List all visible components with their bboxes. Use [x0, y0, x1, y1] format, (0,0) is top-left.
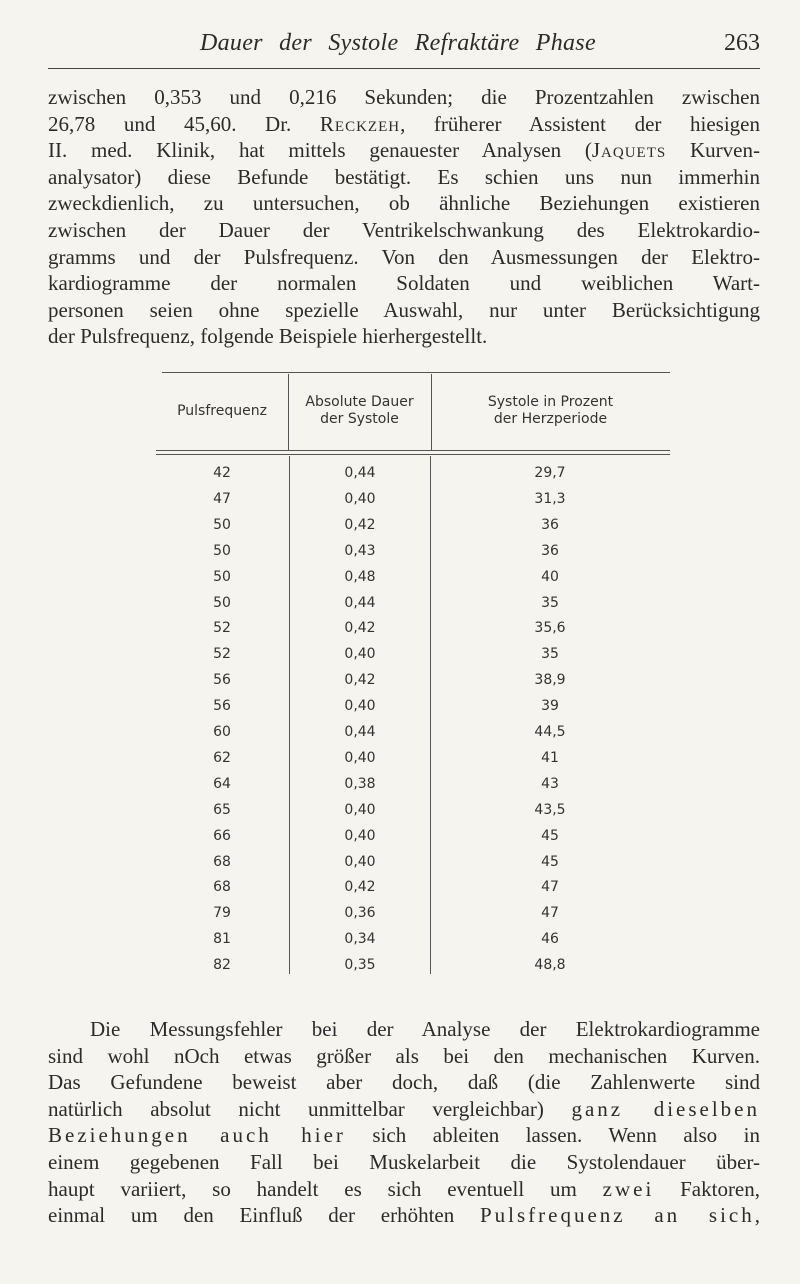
text-line: analysator) diese Befunde bestätigt. Es schien uns nun immerhin — [48, 164, 760, 189]
paragraph-conclusion — [48, 1016, 760, 1229]
emphasis-text: ganz dieselben — [571, 1096, 760, 1121]
cell-absolute-dauer: 0,43 — [344, 542, 376, 559]
cell-systole-prozent: 29,7 — [534, 465, 566, 481]
text-line: sind wohl nOch etwas größer als bei den mechanischen Kurven. — [48, 1043, 760, 1068]
text-line: natürlich absolut nicht unmittelbar vergleichbar) ganz dieselben — [48, 1096, 760, 1121]
author-name: Reckzeh — [319, 111, 401, 136]
cell-absolute-dauer: 0,40 — [344, 853, 376, 870]
cell-pulsfrequenz: 50 — [213, 594, 231, 611]
text-line: Beziehungen auch hier sich ableiten lassen. Wenn also in — [48, 1123, 761, 1148]
table-row — [156, 512, 670, 538]
page-number: 263 — [724, 30, 760, 56]
cell-absolute-dauer: 0,42 — [344, 672, 376, 689]
cell-pulsfrequenz: 64 — [213, 775, 231, 792]
header-rule — [156, 450, 670, 451]
cell-pulsfrequenz: 42 — [213, 465, 231, 481]
text-line: II. med. Klinik, hat mittels genauester Analysen (Jaquets Kurven- — [48, 138, 760, 163]
cell-pulsfrequenz: 56 — [213, 672, 231, 689]
cell-absolute-dauer: 0,48 — [344, 568, 376, 585]
cell-absolute-dauer: 0,44 — [344, 724, 376, 740]
cell-absolute-dauer: 0,40 — [344, 490, 376, 507]
cell-absolute-dauer: 0,40 — [344, 827, 376, 844]
table-row — [156, 797, 670, 823]
text-line: zwischen 0,353 und 0,216 Sekunden; die Prozentzahlen zwischen — [48, 85, 760, 109]
table-row — [156, 874, 670, 900]
column-divider — [288, 374, 289, 450]
cell-pulsfrequenz: 62 — [213, 749, 231, 766]
table-row — [156, 667, 670, 693]
cell-systole-prozent: 43,5 — [534, 801, 566, 818]
cell-systole-prozent: 36 — [541, 542, 559, 559]
cell-pulsfrequenz: 50 — [213, 516, 231, 533]
table-row — [156, 641, 670, 667]
header-pulsfrequenz: Pulsfrequenz — [177, 402, 267, 419]
cell-systole-prozent: 44,5 — [534, 724, 566, 740]
table-row — [156, 538, 670, 564]
cell-systole-prozent: 35 — [541, 646, 559, 663]
table-row — [156, 615, 670, 641]
header-rule — [48, 68, 760, 69]
cell-pulsfrequenz: 68 — [213, 853, 231, 870]
text-line: Das Gefundene beweist aber doch, daß (die Zahlenwerte sind — [48, 1070, 760, 1095]
cell-systole-prozent: 41 — [541, 749, 559, 766]
cell-absolute-dauer: 0,42 — [344, 879, 376, 896]
cell-pulsfrequenz: 50 — [213, 568, 231, 585]
cell-pulsfrequenz: 65 — [213, 801, 231, 818]
header-rule — [156, 454, 670, 455]
cell-systole-prozent: 40 — [541, 568, 559, 585]
cell-absolute-dauer: 0,42 — [344, 620, 376, 637]
text-line: zweckdienlich, zu untersuchen, ob ähnliche Beziehungen existieren — [48, 191, 760, 216]
cell-absolute-dauer: 0,36 — [344, 905, 376, 922]
cell-pulsfrequenz: 60 — [213, 724, 231, 740]
header-systole-prozent: Systole in Prozent der Herzperiode — [487, 394, 614, 427]
cell-absolute-dauer: 0,44 — [344, 465, 376, 481]
cell-systole-prozent: 43 — [541, 775, 559, 792]
emphasis-text: zwei — [602, 1176, 655, 1201]
cell-pulsfrequenz: 50 — [213, 542, 231, 559]
table-row — [156, 719, 670, 745]
paragraph-intro — [48, 84, 760, 350]
text-line: gramms und der Pulsfrequenz. Von den Ausmessungen der Elektro- — [48, 244, 760, 269]
cell-pulsfrequenz: 52 — [213, 646, 231, 663]
table-row — [156, 564, 670, 590]
cell-systole-prozent: 47 — [541, 879, 559, 896]
cell-pulsfrequenz: 79 — [213, 905, 231, 922]
cell-systole-prozent: 35,6 — [534, 620, 566, 637]
cell-absolute-dauer: 0,40 — [344, 749, 376, 766]
text-line: der Pulsfrequenz, folgende Beispiele hierhergestellt. — [48, 324, 488, 349]
table-row — [156, 693, 670, 719]
cell-pulsfrequenz: 66 — [213, 827, 231, 844]
cell-systole-prozent: 38,9 — [534, 672, 566, 689]
text-line: haupt variiert, so handelt es sich eventuell um zwei Faktoren, — [48, 1176, 761, 1201]
table-row — [156, 460, 670, 486]
table-row — [156, 952, 670, 978]
table-row — [156, 823, 670, 849]
cell-absolute-dauer: 0,34 — [344, 931, 376, 948]
text-line: einmal um den Einfluß der erhöhten Pulsfrequenz an sich, — [48, 1203, 760, 1228]
cell-systole-prozent: 48,8 — [534, 957, 566, 974]
column-divider — [431, 374, 432, 450]
table-row — [156, 486, 670, 512]
cell-systole-prozent: 31,3 — [534, 490, 566, 507]
cell-systole-prozent: 36 — [541, 516, 559, 533]
cell-systole-prozent: 39 — [541, 698, 559, 715]
cell-absolute-dauer: 0,35 — [344, 957, 376, 974]
cell-pulsfrequenz: 47 — [213, 490, 231, 507]
header-absolute-dauer: Absolute Dauer der Systole — [305, 394, 414, 427]
running-title: Dauer der Systole Refraktäre Phase — [200, 30, 596, 56]
text-line: 26,78 und 45,60. Dr. Reckzeh, früherer Assistent der hiesigen — [48, 111, 760, 136]
cell-pulsfrequenz: 68 — [213, 879, 231, 896]
cell-systole-prozent: 46 — [541, 931, 559, 948]
cell-absolute-dauer: 0,40 — [344, 698, 376, 715]
cell-systole-prozent: 47 — [541, 905, 559, 922]
cell-pulsfrequenz: 56 — [213, 698, 231, 715]
cell-absolute-dauer: 0,40 — [344, 646, 376, 663]
text-line: personen seien ohne spezielle Auswahl, nur unter Berücksichtigung — [48, 297, 760, 322]
cell-absolute-dauer: 0,44 — [344, 594, 376, 611]
text-line: kardiogramme der normalen Soldaten und weiblichen Wart- — [48, 271, 760, 296]
table-row — [156, 849, 670, 875]
table-row — [156, 590, 670, 616]
table-row — [156, 745, 670, 771]
emphasis-text: Beziehungen auch hier — [48, 1123, 346, 1148]
cell-absolute-dauer: 0,40 — [344, 801, 376, 818]
table-row — [156, 900, 670, 926]
text-line: Die Messungsfehler bei der Analyse der Elektrokardiogramme — [90, 1017, 760, 1041]
cell-pulsfrequenz: 82 — [213, 957, 231, 974]
table-row — [156, 771, 670, 797]
emphasis-text: Pulsfrequenz an sich — [479, 1203, 755, 1228]
page-header — [48, 14, 760, 70]
cell-systole-prozent: 45 — [541, 827, 559, 844]
cell-systole-prozent: 35 — [541, 594, 559, 611]
cell-absolute-dauer: 0,42 — [344, 516, 376, 533]
table-row — [156, 926, 670, 952]
text-line: einem gegebenen Fall bei Muskelarbeit die Systolendauer über- — [48, 1149, 760, 1174]
cell-pulsfrequenz: 81 — [213, 931, 231, 948]
cell-systole-prozent: 45 — [541, 853, 559, 870]
cell-pulsfrequenz: 52 — [213, 620, 231, 637]
author-name: Jaquets — [591, 138, 667, 163]
cell-absolute-dauer: 0,38 — [344, 775, 376, 792]
text-line: zwischen der Dauer der Ventrikelschwankung des Elektrokardio- — [48, 217, 760, 242]
